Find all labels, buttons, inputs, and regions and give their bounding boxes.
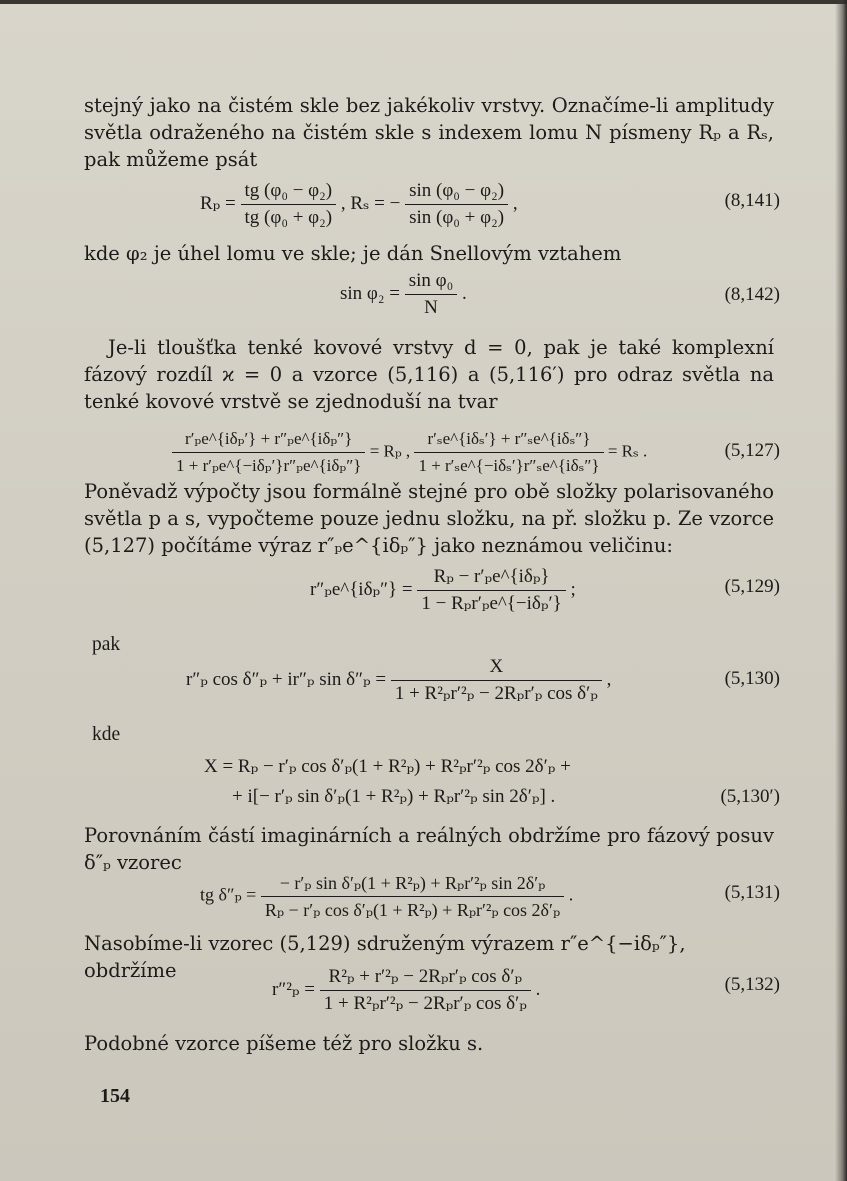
eq-tail: .: [535, 978, 541, 1000]
denominator: 1 + R²ₚr′²ₚ − 2Rₚr′ₚ cos δ′ₚ: [323, 993, 527, 1014]
eq-lhs: r″ₚ cos δ″ₚ + ir″ₚ sin δ″ₚ =: [186, 668, 387, 690]
denominator: 1 + R²ₚr′²ₚ − 2Rₚr′ₚ cos δ′ₚ: [394, 683, 598, 704]
numerator: r′ₛe^{iδₛ′} + r″ₛe^{iδₛ″}: [414, 428, 603, 453]
denominator: tg (φ₀ + φ₂): [244, 207, 333, 228]
eq-lhs: tg δ″ₚ =: [200, 884, 257, 905]
fraction: [414, 428, 603, 477]
equation-5-130-prime-line2: + i[− r′ₚ sin δ′ₚ(1 + R²ₚ) + Rₚr′²ₚ sin 2δ′ₚ] .: [232, 786, 556, 807]
equation-5-129: [310, 566, 576, 615]
paragraph-conjugate: Nasobíme-li vzorec (5,129) sdruženým výrazem r″e^{−iδₚ″}, obdržíme: [84, 932, 686, 982]
eq-middle: = Rₚ ,: [369, 441, 411, 461]
page-number: 154: [100, 1085, 130, 1107]
eq-middle: , Rₛ = −: [340, 192, 401, 214]
numerator: X: [391, 656, 602, 681]
numerator: Rₚ − r′ₚe^{iδₚ}: [417, 566, 565, 591]
denominator: 1 − Rₚr′ₚe^{−iδₚ′}: [421, 593, 562, 614]
eq-tail: ,: [606, 668, 612, 690]
denominator: Rₚ − r′ₚ cos δ′ₚ(1 + R²ₚ) + Rₚr′²ₚ cos 2δ′ₚ: [264, 900, 561, 920]
equation-8-142: [340, 270, 467, 319]
eq-tail: ,: [512, 192, 518, 214]
equation-label: (8,142): [724, 284, 780, 305]
paragraph-thin-layer: Je-li tloušťka tenké kovové vrstvy d = 0, pak je také komplexní fázový rozdíl ϰ = 0 a vzorce (5,116) a (5,116′) pro odraz světla na tenké kovové vrstvě se zjednoduší na tvar: [84, 336, 774, 413]
numerator: sin (φ₀ − φ₂): [405, 180, 508, 205]
fraction: [405, 270, 458, 319]
equation-5-130-prime-line1: X = Rₚ − r′ₚ cos δ′ₚ(1 + R²ₚ) + R²ₚr′²ₚ cos 2δ′ₚ +: [204, 756, 571, 777]
paragraph-polarisation: Poněvadž výpočty jsou formálně stejné pro obě složky polarisovaného světla p a s, vypočteme pouze jednu složku, na př. složku p. Ze vzorce (5,127) počítáme výraz r″ₚe^{iδₚ″} jako neznámou veličinu:: [84, 480, 774, 557]
eq-lhs: sin φ₂ =: [340, 282, 400, 304]
numerator: tg (φ₀ − φ₂): [241, 180, 337, 205]
page-top-edge: [0, 0, 847, 4]
denominator: 1 + r′ₛe^{−iδₛ′}r″ₛe^{iδₛ″}: [418, 456, 600, 475]
numerator: − r′ₚ sin δ′ₚ(1 + R²ₚ) + Rₚr′²ₚ sin 2δ′ₚ: [261, 872, 564, 897]
numerator: R²ₚ + r′²ₚ − 2Rₚr′ₚ cos δ′ₚ: [320, 966, 531, 991]
word-pak: pak: [92, 634, 121, 655]
equation-5-127: [172, 428, 647, 477]
denominator: sin (φ₀ + φ₂): [409, 207, 505, 228]
denominator: N: [424, 297, 438, 318]
eq-tail: .: [568, 884, 574, 905]
paragraph-intro: stejný jako na čistém skle bez jakékoliv vrstvy. Označíme-li amplitudy světla odraženého na čistém skle s indexem lomu N písmeny Rₚ a Rₛ, pak můžeme psát: [84, 94, 774, 171]
equation-5-130: [186, 656, 611, 705]
page-binding-edge: [835, 0, 847, 1181]
fraction: [417, 566, 565, 615]
word-kde: kde: [92, 724, 121, 745]
eq-tail: = Rₛ .: [607, 441, 648, 461]
equation-label: (5,130′): [720, 786, 780, 807]
equation-8-141: [200, 180, 518, 229]
fraction: [405, 180, 508, 229]
eq-lhs: r″ₚe^{iδₚ″} =: [310, 578, 413, 600]
equation-label: (5,129): [724, 576, 780, 597]
paragraph-phase-shift: Porovnáním částí imaginárních a reálných obdržíme pro fázový posuv δ″ₚ vzorec: [84, 824, 774, 874]
eq-lhs: Rₚ =: [200, 192, 236, 214]
fraction: [241, 180, 337, 229]
fraction: [391, 656, 602, 705]
denominator: 1 + r′ₚe^{−iδₚ′}r″ₚe^{iδₚ″}: [176, 456, 362, 475]
equation-label: (5,127): [724, 440, 780, 461]
paragraph-snell: kde φ₂ je úhel lomu ve skle; je dán Snellovým vztahem: [84, 242, 622, 265]
eq-lhs: r″²ₚ =: [272, 978, 316, 1000]
eq-tail: .: [462, 282, 467, 304]
numerator: r′ₚe^{iδₚ′} + r″ₚe^{iδₚ″}: [172, 428, 365, 453]
paragraph-s-component: Podobné vzorce píšeme též pro složku s.: [84, 1032, 484, 1055]
equation-5-132: [272, 966, 540, 1015]
numerator: sin φ₀: [405, 270, 458, 295]
equation-label: (5,132): [724, 974, 780, 995]
equation-5-131: [200, 872, 573, 921]
fraction: [320, 966, 531, 1015]
fraction: [261, 872, 564, 921]
equation-label: (8,141): [724, 190, 780, 211]
equation-label: (5,131): [724, 882, 780, 903]
eq-tail: ;: [570, 578, 576, 600]
equation-label: (5,130): [724, 668, 780, 689]
fraction: [172, 428, 365, 477]
